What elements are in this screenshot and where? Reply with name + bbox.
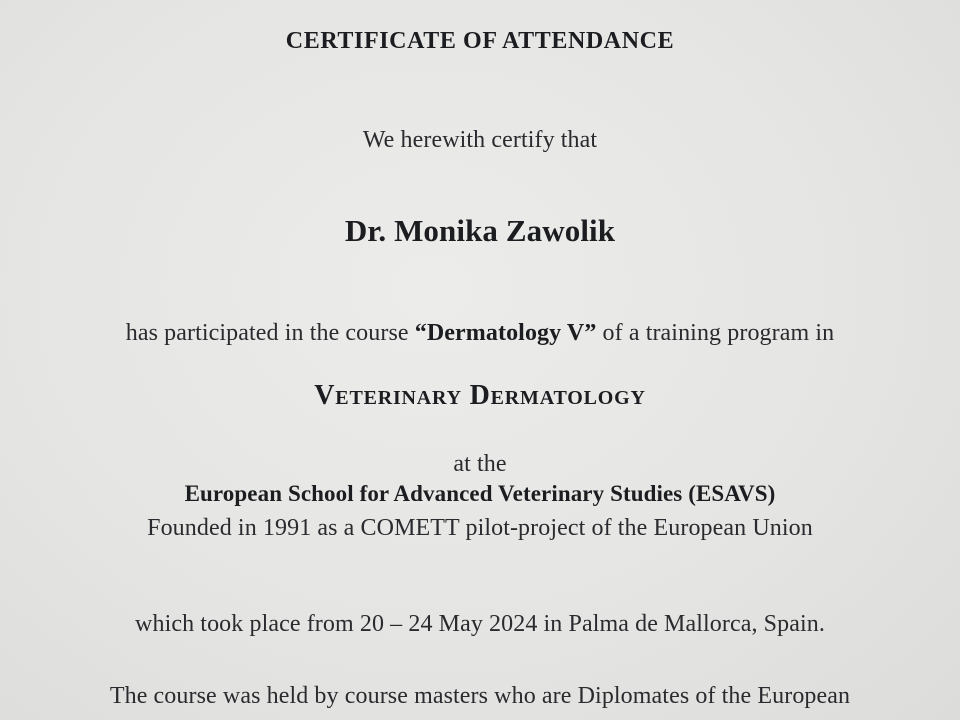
certify-statement: We herewith certify that [362, 127, 598, 153]
school-name: European School for Advanced Veterinary Studies (ESAVS) [184, 481, 776, 506]
founded-statement: Founded in 1991 as a COMETT pilot-project of the European Union [147, 515, 813, 541]
event-details: which took place from 20 – 24 May 2024 in Palma de Mallorca, Spain. [135, 611, 825, 637]
at-the-text: at the [453, 451, 507, 477]
program-subject: Veterinary Dermatology [314, 380, 646, 411]
participation-statement [0, 320, 960, 347]
participation-suffix: of a training program in [596, 320, 835, 346]
course-name: “Dermatology V” [414, 320, 597, 346]
course-masters-statement: The course was held by course masters who are Diplomates of the European [109, 683, 851, 709]
participation-prefix: has participated in the course [125, 320, 415, 346]
certificate-title: CERTIFICATE OF ATTENDANCE [285, 28, 675, 54]
recipient-name: Dr. Monika Zawolik [344, 213, 616, 248]
